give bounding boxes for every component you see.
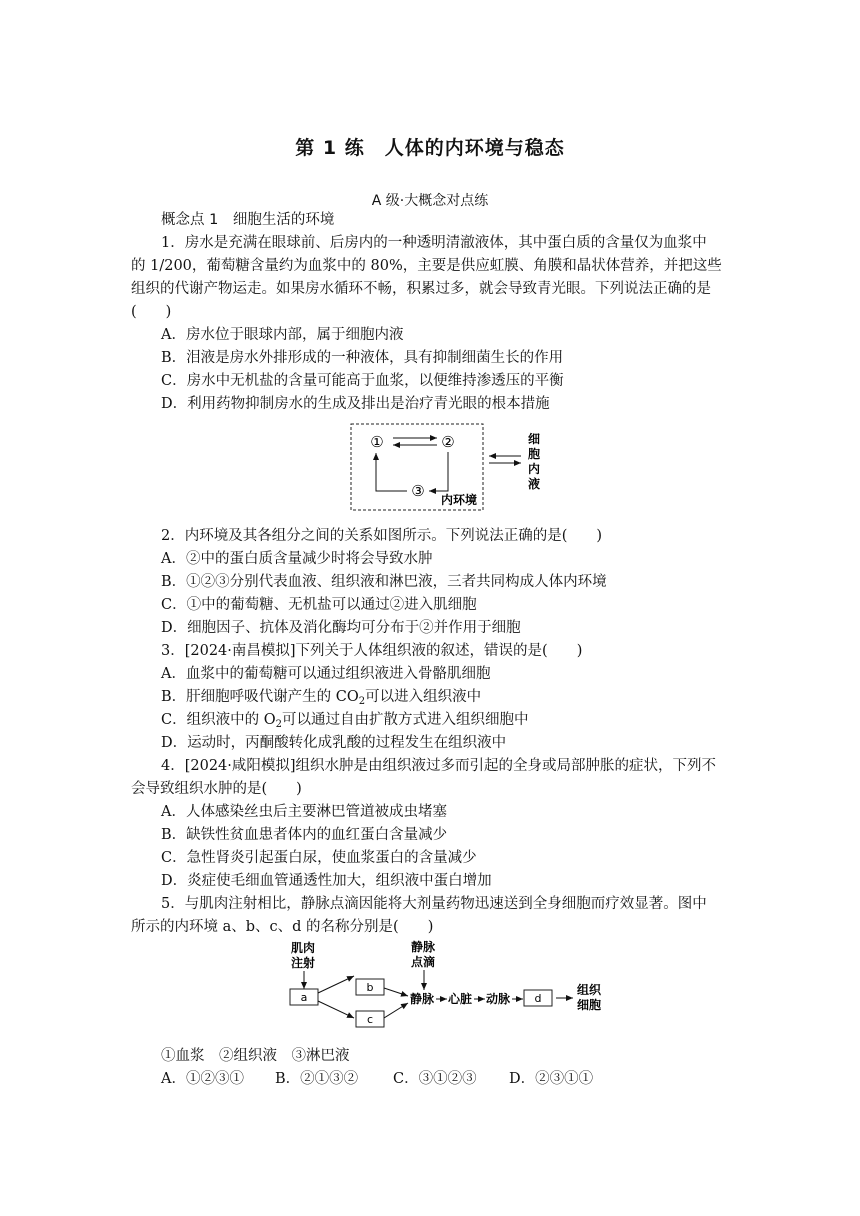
level-heading: A 级·大概念对点练 (371, 193, 489, 209)
box-a-label: a (300, 991, 308, 1004)
q1-line-3: 组织的代谢产物运走。如果房水循环不畅，积累过多，就会导致青光眼。下列说法正确的是 (131, 281, 711, 297)
q2-option-a: A．②中的蛋白质含量减少时将会导致水肿 (161, 551, 433, 567)
drip-label-2: 点滴 (411, 955, 436, 969)
q1-line-2: 的 1/200，葡萄糖含量约为血浆中的 80%，主要是供应虹膜、角膜和晶状体营养，并把这些 (131, 258, 722, 274)
page-title: 第 1 练 人体的内环境与稳态 (295, 137, 565, 159)
q1-option-a: A．房水位于眼球内部，属于细胞内液 (161, 327, 404, 343)
box-b-label: b (366, 981, 374, 994)
cell-fluid-char-4: 液 (528, 477, 541, 491)
section-heading: 概念点 1 细胞生活的环境 (161, 212, 335, 228)
vein-label: 静脉 (410, 992, 435, 1006)
drug-delivery-diagram (280, 937, 610, 1037)
node-2: ② (441, 433, 455, 451)
q1-option-d: D．利用药物抑制房水的生成及排出是治疗青光眼的根本措施 (161, 396, 550, 412)
arrow-b-to-vein (384, 988, 408, 996)
cells-label-1: 组织 (577, 983, 602, 997)
node-3: ③ (411, 482, 425, 500)
q3-stem: 3．[2024·南昌模拟]下列关于人体组织液的叙述，错误的是( ) (161, 643, 583, 659)
box-c-label: c (366, 1013, 374, 1026)
artery-label: 动脉 (486, 992, 511, 1006)
cell-fluid-char-2: 胞 (528, 447, 541, 461)
q5-choice-a: A．①②③① (161, 1071, 244, 1087)
q3-option-d: D．运动时，丙酮酸转化成乳酸的过程发生在组织液中 (161, 735, 507, 751)
q2-stem: 2．内环境及其各组分之间的关系如图所示。下列说法正确的是( ) (161, 528, 603, 544)
q2-option-d: D．细胞因子、抗体及消化酶均可分布于②并作用于细胞 (161, 620, 521, 636)
q5-choice-c: C．③①②③ (393, 1071, 477, 1087)
drip-label-1: 静脉 (411, 940, 436, 954)
arrow-3-to-1 (376, 453, 407, 491)
q4-option-a: A．人体感染丝虫后主要淋巴管道被成虫堵塞 (161, 804, 447, 820)
q5-line-1: 5．与肌肉注射相比，静脉点滴因能将大剂量药物迅速送到全身细胞而疗效显著。图中 (161, 896, 707, 912)
arrow-c-to-vein (384, 1003, 408, 1018)
cell-fluid-char-1: 细 (528, 432, 541, 446)
inner-environment-diagram (345, 420, 555, 516)
q4-option-c: C．急性肾炎引起蛋白尿，使血浆蛋白的含量减少 (161, 850, 477, 866)
q4-option-d: D．炎症使毛细血管通透性加大，组织液中蛋白增加 (161, 873, 492, 889)
node-1: ① (370, 433, 384, 451)
inner-environment-label: 内环境 (441, 493, 478, 507)
q5-line-2: 所示的内环境 a、b、c、d 的名称分别是( ) (131, 919, 434, 935)
injection-label-1: 肌肉 (291, 941, 316, 955)
q5-choice-d: D．②③①① (509, 1071, 594, 1087)
q2-option-c: C．①中的葡萄糖、无机盐可以通过②进入肌细胞 (161, 597, 477, 613)
cells-label-2: 细胞 (577, 998, 602, 1012)
q3-option-c: C．组织液中的 $O_2$可以通过自由扩散方式进入组织细胞中 (161, 712, 529, 730)
q1-option-c: C．房水中无机盐的含量可能高于血浆，以便维持渗透压的平衡 (161, 373, 564, 389)
q1-line-4: ( ) (131, 304, 172, 320)
q1-line-1: 1．房水是充满在眼球前、后房内的一种透明清澈液体，其中蛋白质的含量仅为血浆中 (161, 235, 707, 251)
injection-label-2: 注射 (291, 956, 316, 970)
box-d-label: d (534, 992, 542, 1005)
q3-option-b: B．肝细胞呼吸代谢产生的 $CO_2$可以进入组织液中 (161, 689, 482, 707)
heart-label: 心脏 (448, 992, 473, 1006)
q3-option-a: A．血浆中的葡萄糖可以通过组织液进入骨骼肌细胞 (161, 666, 491, 682)
q5-legend: ①血浆 ②组织液 ③淋巴液 (161, 1048, 350, 1064)
arrow-2-to-3 (429, 452, 448, 491)
q4-line-1: 4．[2024·咸阳模拟]组织水肿是由组织液过多而引起的全身或局部肿胀的症状，下列不 (161, 758, 717, 774)
q4-line-2: 会导致组织水肿的是( ) (131, 781, 302, 797)
q2-option-b: B．①②③分别代表血液、组织液和淋巴液，三者共同构成人体内环境 (161, 574, 607, 590)
arrow-a-to-b (318, 976, 354, 993)
q5-choice-b: B．②①③② (275, 1071, 359, 1087)
arrow-a-to-c (318, 1001, 354, 1018)
q1-option-b: B．泪液是房水外排形成的一种液体，具有抑制细菌生长的作用 (161, 350, 564, 366)
cell-fluid-char-3: 内 (528, 462, 541, 476)
q4-option-b: B．缺铁性贫血患者体内的血红蛋白含量减少 (161, 827, 448, 843)
